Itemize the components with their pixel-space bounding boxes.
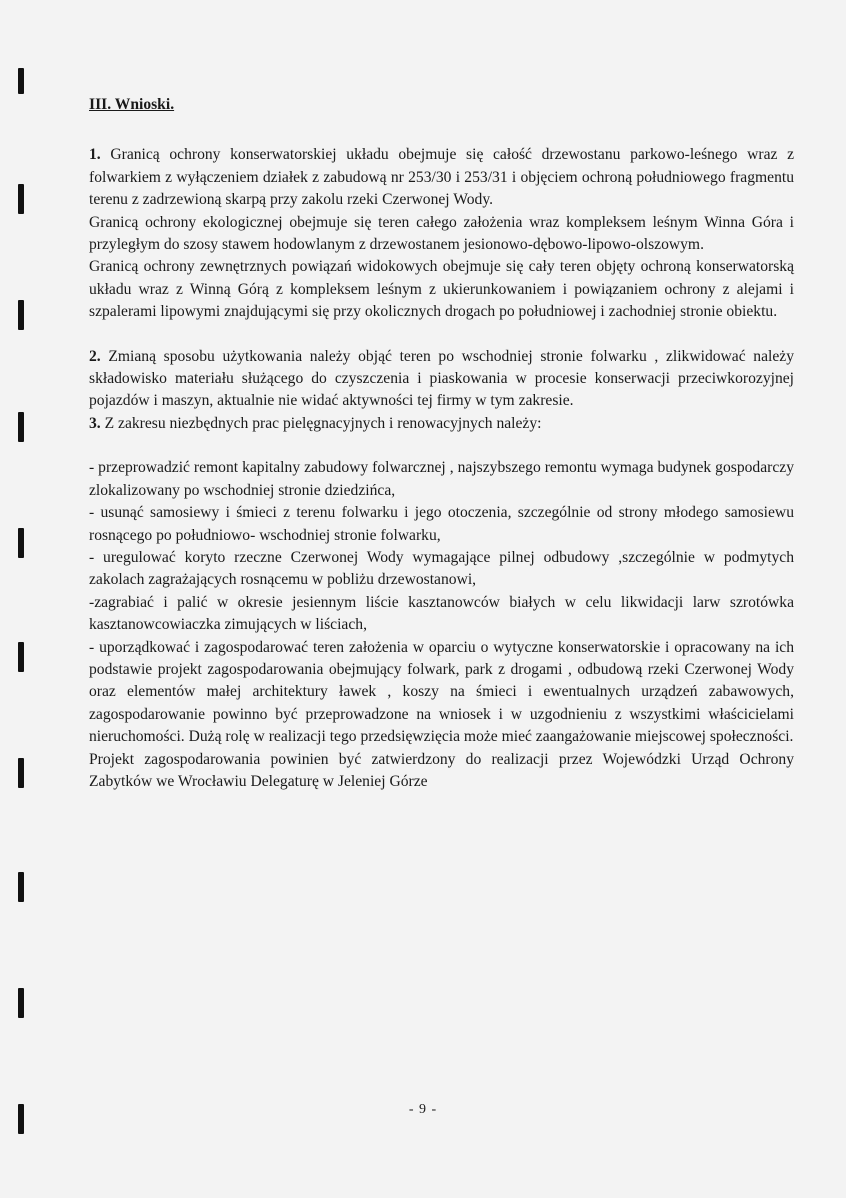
spacer: [89, 324, 794, 346]
closing-paragraph: Projekt zagospodarowania powinien być zatwierdzony do realizacji przez Wojewódzki Urząd Ochrony Zabytków we Wrocławiu Delegaturę w Jeleniej Górze: [89, 750, 794, 790]
section-heading: III. Wnioski.: [89, 96, 175, 113]
paragraph-ecological-protection: Granicą ochrony ekologicznej obejmuje się teren całego założenia wraz kompleksem leśnym Winna Góra i przyległym do szosy stawem hodowlanym z drzewostanem jesionowo-dębowo-lipowo-olszowym.: [89, 213, 794, 254]
page-number: - 9 -: [408, 1102, 438, 1117]
paragraph-works-intro: [89, 413, 794, 435]
paragraph-view-protection: Granicą ochrony zewnętrznych powiązań widokowych obejmuje się cały teren objęty ochroną konserwatorską układu wraz z Winną Górą z kompleksem leśnym z ukierunkowaniem i powiązaniem ochrony z alejami i szpalerami lipowymi znajdującymi się przy okolicznych drogach po południowej i zachodniej stronie obiektu.: [89, 258, 794, 321]
binding-mark: [18, 184, 24, 214]
list-item: -zagrabiać i palić w okresie jesiennym liście kasztanowców białych w celu likwidacji larw szrotówka kasztanowcowiaczka zimujących w liściach,: [89, 593, 794, 634]
paragraph-protection-boundary: [89, 144, 794, 211]
list-item: - usunąć samosiewy i śmieci z terenu folwarku i jego otoczenia, szczególnie od strony młodego samosiewu rosnącego po południowo- wschodniej stronie folwarku,: [89, 504, 794, 544]
paragraph-text: Z zakresu niezbędnych prac pielęgnacyjnych i renowacyjnych należy:: [104, 414, 542, 432]
document-body: [89, 94, 794, 793]
list-item: - uporządkować i zagospodarować teren założenia w oparciu o wytyczne konserwatorskie i opracowany na ich podstawie projekt zagospodarowania obejmujący folwark, park z drogami , odbudową rzeki Czerwonej Wody oraz elementów małej architektury ławek , koszy na śmieci i ewentualnych urządzeń zabawowych, zagospodarowanie powinno być przeprowadzone na wniosek i w uzgodnieniu z wszystkimi właścicielami nieruchomości. Dużą rolę w realizacji tego przedsięwzięcia może mieć zaangażowanie miejscowej społeczności.: [89, 638, 794, 746]
paragraph-number: 2.: [89, 347, 101, 365]
list-item: - uregulować koryto rzeczne Czerwonej Wody wymagające pilnej odbudowy ,szczególnie w podmytych zakolach zagrażających rosnącemu w pobliżu drzewostanowi,: [89, 548, 794, 589]
binding-mark: [18, 642, 24, 672]
list-item: - przeprowadzić remont kapitalny zabudowy folwarcznej , najszybszego remontu wymaga budynek gospodarczy zlokalizowany po wschodniej stronie dziedzińca,: [89, 459, 794, 499]
binding-mark: [18, 528, 24, 558]
binding-mark: [18, 300, 24, 330]
binding-mark: [18, 412, 24, 442]
paragraph-number: 3.: [89, 414, 101, 432]
binding-mark: [18, 758, 24, 788]
paragraph-land-use-change: [89, 346, 794, 413]
paragraph-text: Granicą ochrony konserwatorskiej układu obejmuje się całość drzewostanu parkowo-leśnego wraz z folwarkiem z wyłączeniem działek z zabudową nr 253/30 i 253/31 i objęciem ochroną południowego fragmentu terenu z zadrzewioną skarpą przy zakolu rzeki Czerwonej Wody.: [89, 146, 794, 209]
binding-mark: [18, 872, 24, 902]
spacer: [89, 435, 794, 457]
binding-mark: [18, 988, 24, 1018]
paragraph-text: Zmianą sposobu użytkowania należy objąć teren po wschodniej stronie folwarku , zlikwidować należy składowisko materiału służącego do czyszczenia i piaskowania w procesie konserwacji przeciwkorozyjnej pojazdów i maszyn, aktualnie nie widać aktywności tej firmy w tym zakresie.: [89, 347, 794, 410]
binding-mark: [18, 68, 24, 94]
paragraph-number: 1.: [89, 146, 101, 164]
